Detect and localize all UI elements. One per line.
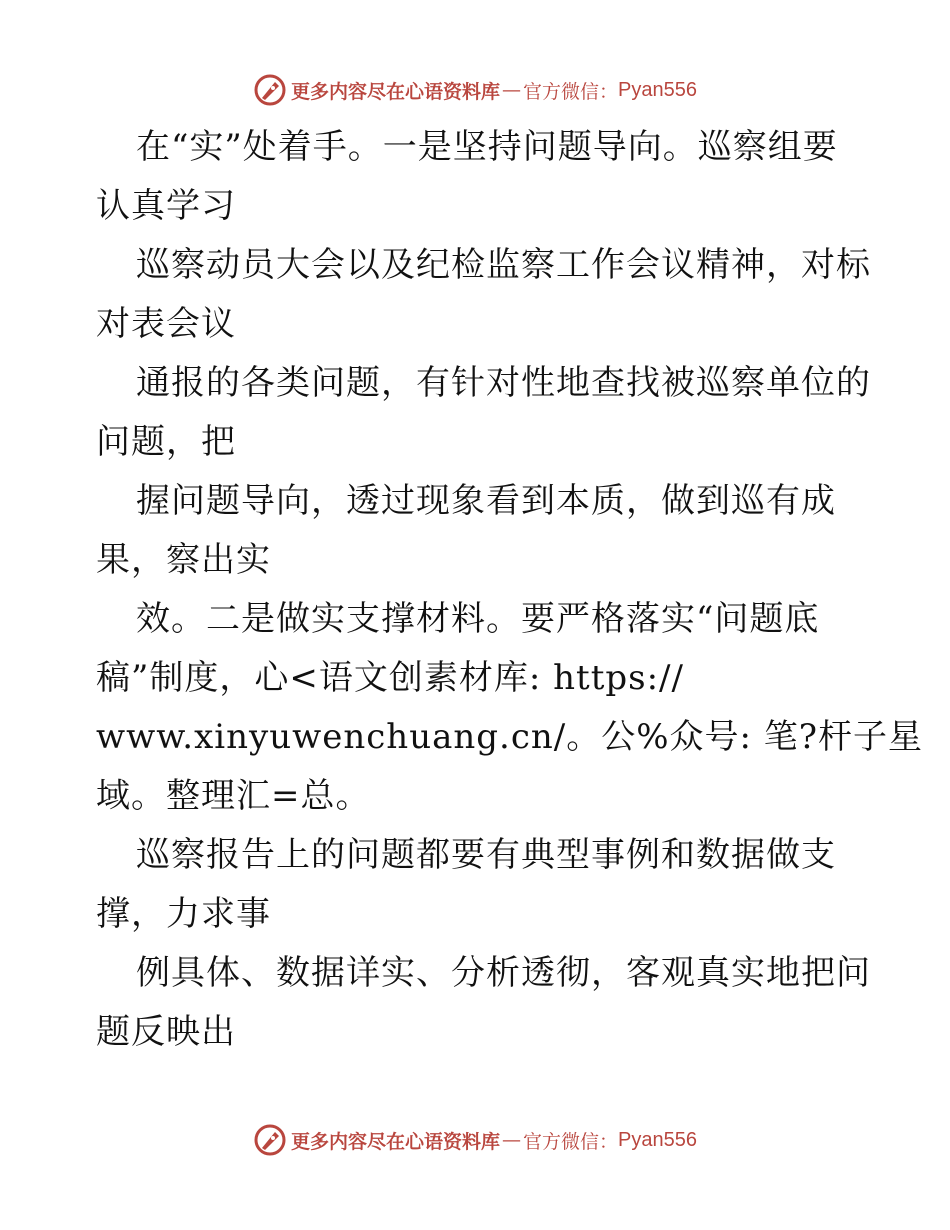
text-line: 域。整理汇=总。 (96, 776, 371, 816)
text-line: 效。二是做实支撑材料。要严格落实“问题底 (136, 599, 820, 639)
text-line: 例具体、数据详实、分析透彻，客观真实地把问 (136, 953, 871, 993)
text-line: 认真学习 (96, 186, 236, 226)
text-line: 巡察动员大会以及纪检监察工作会议精神，对标 (136, 245, 871, 285)
text-line: 果，察出实 (96, 540, 271, 580)
text-line: 题反映出 (96, 1012, 236, 1052)
pen-nib-circle-icon (253, 73, 287, 107)
text-line: 握问题导向，透过现象看到本质，做到巡有成 (136, 481, 836, 521)
text-line: 撑，力求事 (96, 894, 271, 934)
banner-separator: — (502, 79, 522, 101)
text-line: 通报的各类问题，有针对性地查找被巡察单位的 (136, 363, 871, 403)
text-line: 对表会议 (96, 304, 236, 344)
text-line: 在“实”处着手。一是坚持问题导向。巡察组要 (136, 127, 838, 167)
text-line: 问题，把 (96, 422, 236, 462)
banner-brand-text: 更多内容尽在心语资料库 (291, 80, 501, 103)
text-line: 巡察报告上的问题都要有典型事例和数据做支 (136, 835, 836, 875)
text-line: 稿”制度，心<语文创素材库: https:// (96, 658, 684, 698)
banner-separator: — (502, 1129, 522, 1151)
banner-brand-text: 更多内容尽在心语资料库 (291, 1130, 501, 1153)
header-banner (0, 70, 950, 110)
footer-banner (0, 1120, 950, 1160)
banner-wechat-label: 官方微信： (523, 1130, 619, 1153)
document-body (96, 118, 924, 1062)
banner-wechat-id: Pyan556 (618, 78, 697, 101)
pen-nib-circle-icon (253, 1123, 287, 1157)
text-line: www.xinyuwenchuang.cn/。公%众号: 笔?杆子星 (96, 717, 924, 757)
banner-wechat-label: 官方微信： (523, 80, 619, 103)
banner-wechat-id: Pyan556 (618, 1128, 697, 1151)
